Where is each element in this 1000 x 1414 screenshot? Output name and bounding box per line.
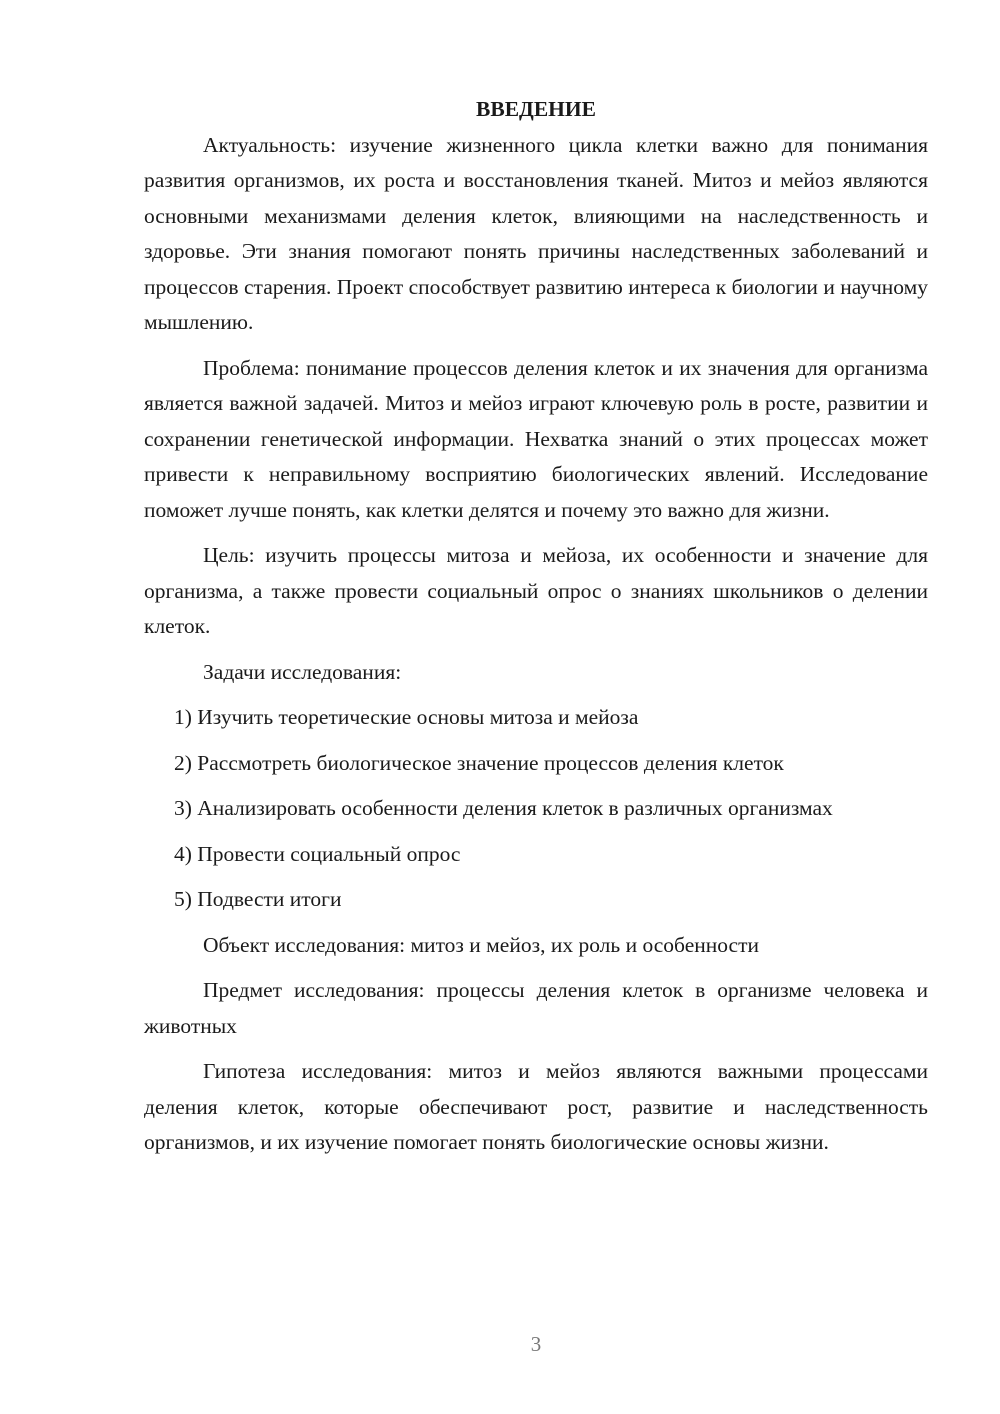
- document-page: [144, 92, 928, 1171]
- paragraph-relevance: Актуальность: изучение жизненного цикла клетки важно для понимания развития организмов, их роста и восстановления тканей. Митоз и мейоз являются основными механизмами деления клеток, влияющими на наследственность и здоровье. Эти знания помогают понять причины наследственных заболеваний и процессов старения. Проект способствует развитию интереса к биологии и научному мышлению.: [144, 132, 928, 334]
- page-number: 3: [530, 1332, 542, 1356]
- task-item: 4) Провести социальный опрос: [174, 841, 461, 866]
- task-item: 2) Рассмотреть биологическое значение процессов деления клеток: [174, 750, 784, 775]
- paragraph-tasks-heading: Задачи исследования:: [203, 659, 402, 684]
- page-title: ВВЕДЕНИЕ: [476, 97, 596, 121]
- paragraph-hypothesis: Гипотеза исследования: митоз и мейоз являются важными процессами деления клеток, которые обеспечивают рост, развитие и наследственность организмов, и их изучение помогает понять биологические основы жизни.: [144, 1059, 928, 1154]
- task-item: 5) Подвести итоги: [174, 887, 342, 911]
- paragraph-problem: Проблема: понимание процессов деления клеток и их значения для организма является важной задачей. Митоз и мейоз играют ключевую роль в росте, развитии и сохранении генетической информации. Нехватка знаний о этих процессах может привести к неправильному восприятию биологических явлений. Исследование поможет лучше понять, как клетки делятся и почему это важно для жизни.: [144, 355, 928, 522]
- task-item: 3) Анализировать особенности деления клеток в различных организмах: [174, 796, 833, 820]
- task-item: 1) Изучить теоретические основы митоза и мейоза: [174, 705, 639, 729]
- paragraph-object: Объект исследования: митоз и мейоз, их роль и особенности: [203, 932, 759, 957]
- paragraph-subject: Предмет исследования: процессы деления клеток в организме человека и животных: [144, 978, 928, 1038]
- paragraph-goal: Цель: изучить процессы митоза и мейоза, их особенности и значение для организма, а также провести социальный опрос о знаниях школьников о делении клеток.: [144, 543, 928, 638]
